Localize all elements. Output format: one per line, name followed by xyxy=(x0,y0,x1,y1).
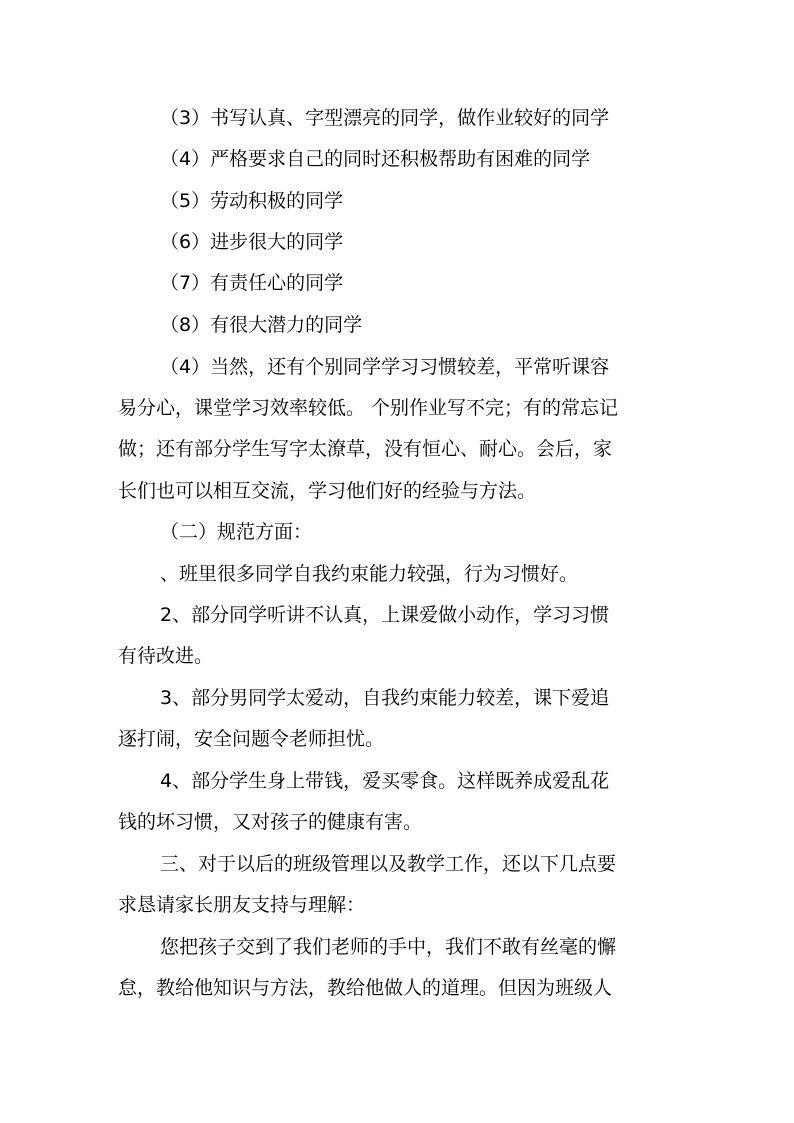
text-line-10: 长们也可以相互交流，学习他们好的经验与方法。 xyxy=(118,480,537,502)
text-line-18: 钱的坏习惯，又对孩子的健康有害。 xyxy=(118,811,423,833)
text-line-17: 4、部分学生身上带钱，爱买零食。这样既养成爱乱花 xyxy=(160,770,610,792)
text-line-16: 逐打闹，安全问题令老师担忧。 xyxy=(118,728,385,750)
text-line-21: 您把孩子交到了我们老师的手中，我们不敢有丝毫的懈 xyxy=(160,936,617,958)
text-line-2: （4）严格要求自己的同时还积极帮助有困难的同学 xyxy=(160,148,591,170)
text-line-15: 3、部分男同学太爱动，自我约束能力较差，课下爱追 xyxy=(160,687,610,709)
text-line-14: 有待改进。 xyxy=(118,645,214,667)
text-line-4: （6）进步很大的同学 xyxy=(160,231,344,253)
text-line-6: （8）有很大潜力的同学 xyxy=(160,314,363,336)
text-line-3: （5）劳动积极的同学 xyxy=(160,190,344,212)
text-line-22: 怠，教给他知识与方法，教给他做人的道理。但因为班级人 xyxy=(118,977,613,999)
text-line-12: 、班里很多同学自我约束能力较强，行为习惯好。 xyxy=(160,563,579,585)
text-line-7: （4）当然，还有个别同学学习习惯较差，平常听课容 xyxy=(160,356,610,378)
text-line-13: 2、部分同学听讲不认真，上课爱做小动作，学习习惯 xyxy=(160,604,610,626)
text-line-8: 易分心，课堂学习效率较低。 个别作业写不完；有的常忘记 xyxy=(118,397,619,419)
text-line-11: （二）规范方面： xyxy=(160,521,313,543)
text-line-5: （7）有责任心的同学 xyxy=(160,272,344,294)
text-line-19: 三、对于以后的班级管理以及教学工作，还以下几点要 xyxy=(160,853,617,875)
text-line-9: 做；还有部分学生写字太潦草，没有恒心、耐心。会后，家 xyxy=(118,438,613,460)
text-line-1: （3）书写认真、字型漂亮的同学，做作业较好的同学 xyxy=(160,107,610,129)
text-line-20: 求恳请家长朋友支持与理解： xyxy=(118,894,366,916)
